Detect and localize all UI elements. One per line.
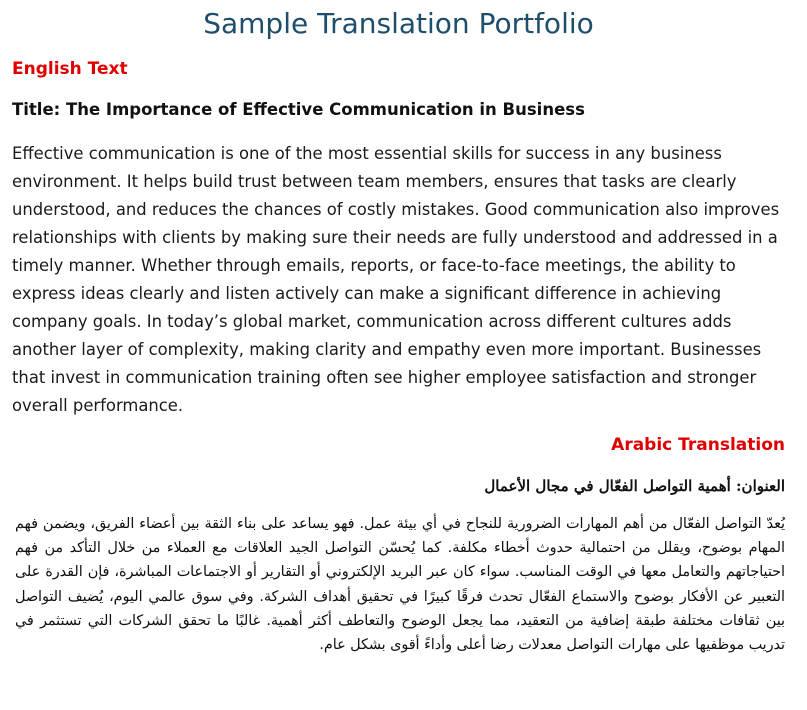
arabic-section-label: Arabic Translation [611, 435, 785, 455]
arabic-article-body: يُعدّ التواصل الفعّال من أهم المهارات الضرورية للنجاح في أي بيئة عمل. فهو يساعد على بناء الثقة بين أعضاء الفريق، ويضمن فهم المهام بوضوح، ويقلل من احتمالية حدوث أخطاء مكلفة. كما يُحسّن التواصل الجيد العلاقات مع العملاء من خلال التأكد من فهم احتياجاتهم والتعامل معها في الوقت المناسب. سواء كان عبر البريد الإلكتروني أو التقارير أو الاجتماعات المباشرة، فإن القدرة على التعبير عن الأفكار بوضوح والاستماع الفعّال تحدث فرقًا كبيرًا في تحقيق أهداف الشركة. وفي سوق عالمي اليوم، يُضيف التواصل بين ثقافات مختلفة طبقة إضافية من التعقيد، مما يجعل الوضوح والتعاطف أكثر أهمية. غالبًا ما تحقق الشركات التي تستثمر في تدريب موظفيها على مهارات التواصل معدلات رضا أعلى وأداءً أقوى بشكل عام. [15, 516, 785, 654]
english-section-label: English Text [12, 59, 128, 79]
document-title: Sample Translation Portfolio [203, 7, 594, 40]
english-article-body: Effective communication is one of the most essential skills for success in any business environment. It helps build trust between team members, ensures that tasks are clearly understood, and reduces the chances of costly mistakes. Good communication also improves relationships with clients by making sure their needs are fully understood and addressed in a timely manner. Whether through emails, reports, or face-to-face meetings, the ability to express ideas clearly and listen actively can make a significant difference in achieving company goals. In today’s global market, communication across different cultures adds another layer of complexity, making clarity and empathy even more important. Businesses that invest in communication training often see higher employee satisfaction and stronger overall performance. [12, 144, 780, 415]
english-article-heading: Title: The Importance of Effective Communication in Business [12, 100, 585, 119]
arabic-article-heading: العنوان: أهمية التواصل الفعّال في مجال الأعمال [484, 477, 785, 495]
